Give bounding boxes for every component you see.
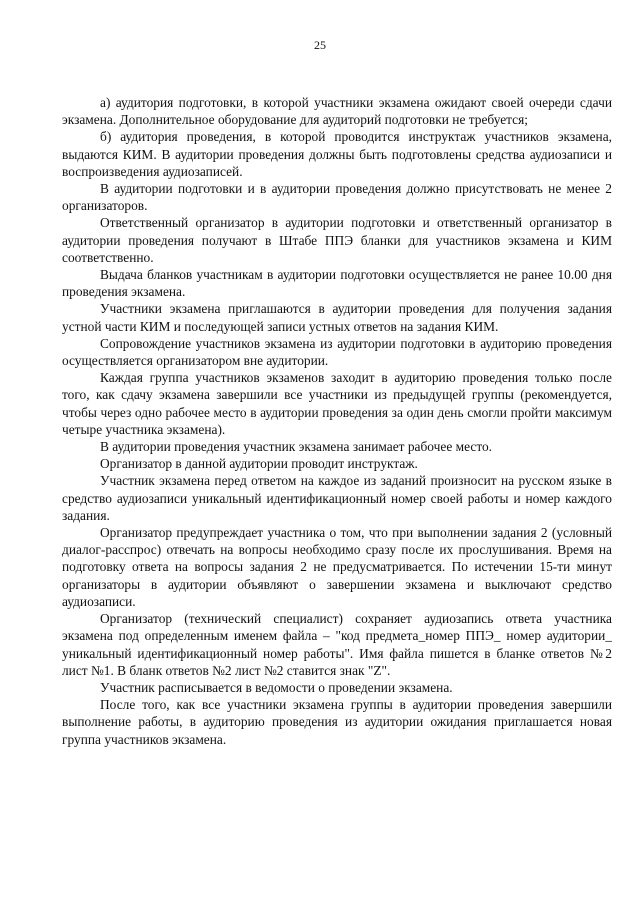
paragraph: Каждая группа участников экзаменов заходит в аудиторию проведения только после того, как сдачу экзамена завершили все участники из предыдущей группы (рекомендуется, чтобы через одно рабочее место в аудитории проведения за один день смогли пройти максимум четыре участника экзамена).: [62, 370, 612, 437]
paragraph: В аудитории проведения участник экзамена занимает рабочее место.: [100, 439, 493, 455]
body-text: [62, 94, 612, 748]
paragraph: Организатор (технический специалист) сохраняет аудиозапись ответа участника экзамена под определенным именем файла – "код предмета_номер ППЭ_ номер аудитории_ уникальный идентификационный номер работы". Имя файла пишется в бланке ответов №2 лист №1. В бланк ответов №2 лист №2 ставится знак "Z".: [62, 611, 612, 678]
paragraph: б) аудитория проведения, в которой проводится инструктаж участников экзамена, выдаются КИМ. В аудитории проведения должны быть подготовлены средства аудиозаписи и воспроизведения аудиозаписей.: [62, 129, 612, 179]
paragraph: Сопровождение участников экзамена из аудитории подготовки в аудиторию проведения осуществляется организатором вне аудитории.: [62, 335, 612, 369]
paragraph: Ответственный организатор в аудитории подготовки и ответственный организатор в аудитории проведения получают в Штабе ППЭ бланки для участников экзамена и КИМ соответственно.: [62, 215, 612, 265]
paragraph: В аудитории подготовки и в аудитории проведения должно присутствовать не менее 2 организаторов.: [62, 181, 612, 214]
paragraph: Участники экзамена приглашаются в аудитории проведения для получения задания устной части КИМ и последующей записи устных ответов на задания КИМ.: [62, 301, 612, 334]
paragraph: Участник экзамена перед ответом на каждое из заданий произносит на русском языке в средство аудиозаписи уникальный идентификационный номер своей работы и номер каждого задания.: [62, 473, 612, 523]
paragraph: а) аудитория подготовки, в которой участники экзамена ожидают своей очереди сдачи экзамена. Дополнительное оборудование для аудиторий подготовки не требуется;: [62, 95, 612, 128]
paragraph: Выдача бланков участникам в аудитории подготовки осуществляется не ранее 10.00 дня проведения экзамена.: [62, 267, 612, 300]
paragraph: Организатор предупреждает участника о том, что при выполнении задания 2 (условный диалог-расспрос) отвечать на вопросы необходимо сразу после их прослушивания. Время на подготовку ответа на вопросы задания 2 не предусматривается. По истечении 15-ти минут организаторы в аудитории объявляют о завершении экзамена и выключают средство аудиозаписи.: [62, 525, 612, 609]
paragraph: После того, как все участники экзамена группы в аудитории проведения завершили выполнение работы, в аудиторию проведения из аудитории ожидания приглашается новая группа участников экзамена.: [62, 697, 612, 747]
paragraph: Организатор в данной аудитории проводит инструктаж.: [100, 456, 418, 472]
page-number: 25: [314, 38, 326, 52]
paragraph: Участник расписывается в ведомости о проведении экзамена.: [100, 679, 453, 695]
